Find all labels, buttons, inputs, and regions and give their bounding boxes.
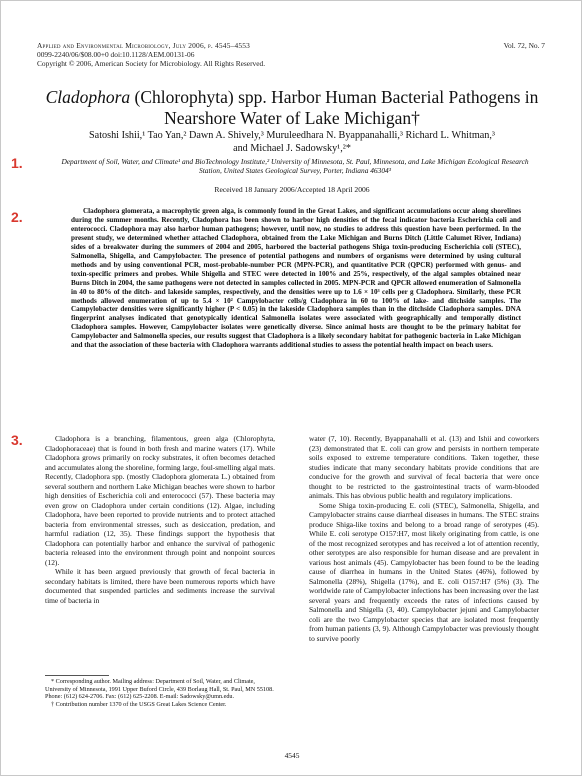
- title-line2: Nearshore Water of Lake Michigan†: [164, 108, 420, 128]
- body-column-left: [45, 434, 275, 605]
- abstract: Cladophora glomerata, a macrophytic green alga, is commonly found in the Great Lakes, and significant accumulations occur along shorelines during the summer months. Recently, Cladophora has been shown to harbor high densities of the fecal indicator bacteria Escherichia coli and enterococci. Cladophora may also harbor human pathogens; however, until now, no studies to address this question have been performed. In the present study, we determined whether attached Cladophora, obtained from the Lake Michigan and Burns Ditch (Little Calumet River, Indiana) sides of a breakwater during the summers of 2004 and 2005, harbored the bacterial pathogens Shiga toxin-producing Escherichia coli (STEC), Salmonella, Shigella, and Campylobacter. The presence of potential pathogens and numbers of organisms were determined by using cultural methods and by using conventional PCR, most-probable-number PCR (MPN-PCR), and quantitative PCR (QPCR) performed with genus- and toxin-specific primers and probes. While Shigella and STEC were detected in 100% and 25%, respectively, of the algal samples obtained near Burns Ditch in 2004, the same pathogens were not detected in samples collected in 2005. MPN-PCR and QPCR allowed enumeration of Salmonella in 40 to 80% of the ditch- and lakeside samples, respectively, and the densities were up to 1.6 × 10³ cells per g Cladophora. Similarly, these PCR methods allowed enumeration of up to 5.4 × 10² Campylobacter cells/g Cladophora in 60 to 100% of lake- and ditchside samples. The Campylobacter densities were significantly higher (P < 0.05) in the lakeside Cladophora samples than in the ditchside Cladophora samples. DNA fingerprint analyses indicated that genotypically identical Salmonella isolates were associated with geographically and temporally distinct Cladophora samples. However, Campylobacter isolates were genetically diverse. Since animal hosts are thought to be the primary habitat for Campylobacter and Salmonella species, our results suggest that Cladophora is a likely secondary habitat for pathogenic bacteria in Lake Michigan and that the association of these bacteria with Cladophora warrants additional studies to assess the potential health impact on beach users.: [71, 207, 521, 350]
- affiliations: Department of Soil, Water, and Climate¹ and BioTechnology Institute,² University of Minnesota, St. Paul, Minnesota, and Lake Michigan Ecological Research Station, United States Geological Survey, Porter, Indiana 46304³: [61, 157, 529, 176]
- page-number: 4545: [284, 751, 300, 760]
- footnote-divider: [45, 675, 109, 676]
- intro-paragraph-3: water (7, 10). Recently, Byappanahalli et al. (13) and Ishii and coworkers (23) demonstrated that E. coli can grow and persists in northern temperate soils exposed to extreme temperature conditions. Taken together, these studies indicate that many secondary habitats provide conditions that are conducive for the growth and survival of fecal bacteria that were once thought to be restricted to the gastrointestinal tracts of warm-blooded animals. This has obvious public health and regulatory implications.: [309, 434, 539, 500]
- intro-paragraph-4: Some Shiga toxin-producing E. coli (STEC), Salmonella, Shigella, and Campylobacter strains cause diarrheal diseases in humans. The STEC strains produce Shiga-like toxins and belong to a broad range of serotypes (45). While E. coli serotype O157:H7, most likely originating from cattle, is one of the most recognized serotypes and has received a lot of attention recently, other serotypes are also responsible for human disease and are prevalent in various host animals (45). Campylobacter has been found to be the leading cause of diarrhea in humans in the United States (46%), followed by Salmonella (28%), Shigella (17%), and E. coli O157:H7 (5%) (3). The worldwide rate of Campylobacter infections has been increasing over the last several years and frequently exceeds the rates of infections caused by Salmonella and Shigella (3, 40). Campylobacter jejuni and Campylobacter coli are the two Campylobacter species that are isolated most frequently from human patients (3, 9). Although Campylobacter was previously thought to survive poorly: [309, 500, 539, 643]
- article-title: [31, 87, 553, 129]
- intro-paragraph-1: Cladophora is a branching, filamentous, green alga (Chlorophyta, Cladophoraceae) that is found in both fresh and marine waters (17). While Cladophora grows primarily on rocky substrates, it often becomes detached and accumulates along the shoreline, forming large, foul-smelling algal mats. Recently, Cladophora spp. (mostly Cladophora glomerata L.) obtained from several southern and northern Lake Michigan beaches were shown to harbor high densities of Escherichia coli and enterococci (57). These bacteria may even grow on Cladophora under certain conditions (12). Algae, including Cladophora, have been reported to provide nutrients and to protect attached bacteria from environmental stresses, such as desiccation, predation, and harmful radiation (12, 35). These findings support the hypothesis that Cladophora can potentially harbor and enhance the survival of pathogenic bacteria released into the environment through point and nonpoint sources (12).: [45, 434, 275, 567]
- footnote-corresponding-author: * Corresponding author. Mailing address: Department of Soil, Water, and Climate, University of Minnesota, 1991 Upper Buford Circle, 439 Borlaug Hall, St. Paul, MN 55108. Phone: (612) 624-2706. Fax: (612) 625-2208. E-mail: Sadowsky@umn.edu.: [45, 678, 274, 701]
- received-dates: Received 18 January 2006/Accepted 18 April 2006: [214, 185, 370, 194]
- title-genus: Cladophora: [45, 87, 131, 107]
- journal-header: [37, 41, 265, 68]
- author-list: [41, 130, 543, 155]
- footnotes: [45, 678, 275, 708]
- intro-paragraph-2: While it has been argued previously that growth of fecal bacteria in secondary habitats is limited, there have been numerous reports which have documented that suspended particles and sediments increase the survival time of bacteria in: [45, 567, 275, 605]
- volume-issue: Vol. 72, No. 7: [503, 41, 545, 50]
- copyright-notice: Copyright © 2006, American Society for Microbiology. All Rights Reserved.: [37, 59, 266, 68]
- authors-line2: and Michael J. Sadowsky¹,²*: [233, 142, 351, 154]
- journal-citation: Applied and Environmental Microbiology, July 2006, p. 4545–4553: [37, 41, 251, 50]
- body-column-right: [309, 434, 539, 643]
- authors-line1: Satoshi Ishii,¹ Tao Yan,² Dawn A. Shively,³ Muruleedhara N. Byappanahalli,³ Richard L. Whitman,³: [89, 130, 495, 141]
- annotation-marker-3: 3.: [11, 432, 23, 448]
- footnote-contribution: † Contribution number 1370 of the USGS Great Lakes Science Center.: [51, 700, 227, 708]
- issn-doi: 0099-2240/06/$08.00+0 doi:10.1128/AEM.00131-06: [37, 50, 195, 59]
- title-line1-rest: (Chlorophyta) spp. Harbor Human Bacterial Pathogens in: [130, 87, 539, 107]
- annotation-marker-2: 2.: [11, 209, 23, 225]
- annotation-marker-1: 1.: [11, 155, 23, 171]
